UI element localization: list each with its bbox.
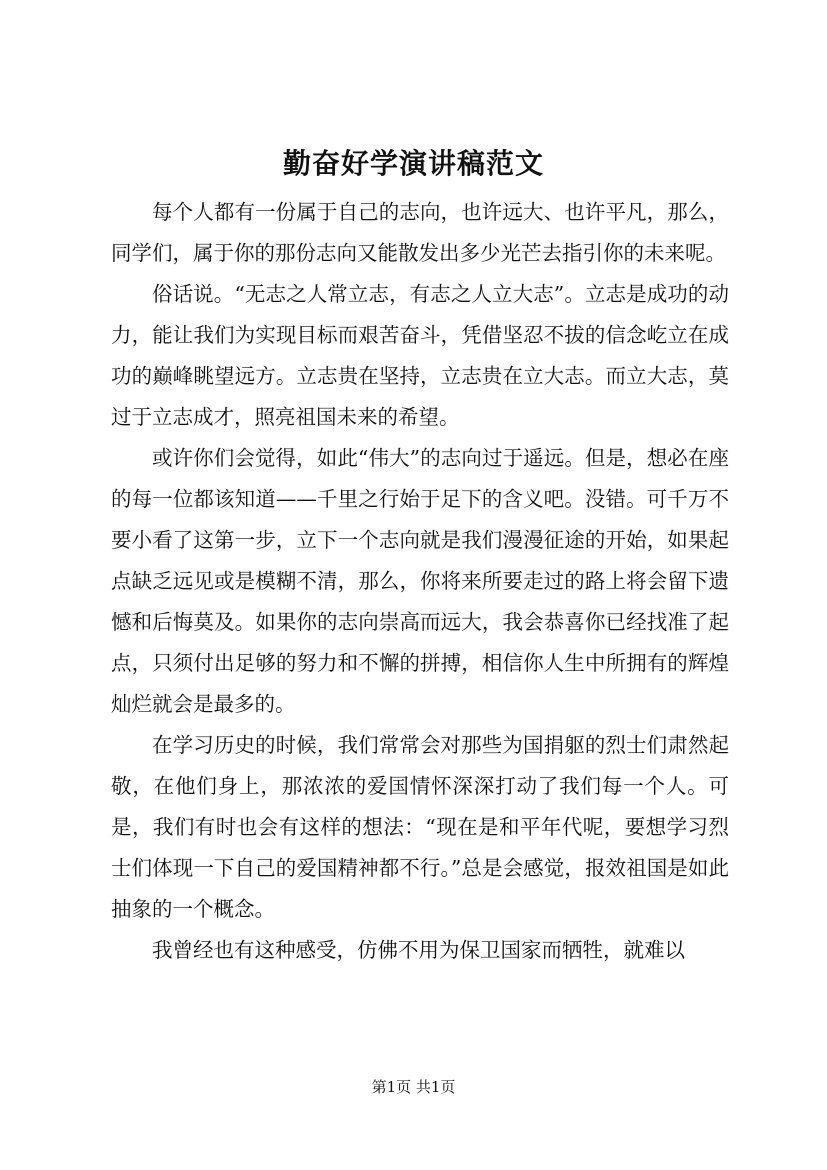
- paragraph-5: 我曾经也有这种感受，仿佛不用为保卫国家而牺牲，就难以: [152, 938, 685, 962]
- paragraph-4: 在学习历史的时候，我们常常会对那些为国捐躯的烈士们肃然起敬，在他们身上，那浓浓的爱国情怀深深打动了我们每一个人。可是，我们有时也会有这样的想法：“现在是和平年代呢，要想学习烈士们体现一下自己的爱国精神都不行。”总是会感觉，报效祖国是如此抽象的一个概念。: [111, 733, 729, 921]
- document-body: [111, 192, 729, 971]
- paragraph-3: 或许你们会觉得，如此“伟大”的志向过于遥远。但是，想必在座的每一位都该知道——千里之行始于足下的含义吧。没错。可千万不要小看了这第一步，立下一个志向就是我们漫漫征途的开始，如果起点缺乏远见或是模糊不清，那么，你将来所要走过的路上将会留下遗憾和后悔莫及。如果你的志向崇高而远大，我会恭喜你已经找准了起点，只须付出足够的努力和不懈的拼搏，相信你人生中所拥有的辉煌灿烂就会是最多的。: [111, 446, 729, 716]
- document-title: 勤奋好学演讲稿范文: [282, 147, 544, 180]
- page-footer: 第1页 共1页: [371, 1078, 456, 1096]
- paragraph-1: 每个人都有一份属于自己的志向，也许远大、也许平凡，那么，同学们，属于你的那份志向又能散发出多少光芒去指引你的未来呢。: [111, 200, 729, 265]
- paragraph-2: 俗话说。“无志之人常立志，有志之人立大志”。立志是成功的动力，能让我们为实现目标而艰苦奋斗，凭借坚忍不拔的信念屹立在成功的巅峰眺望远方。立志贵在坚持，立志贵在立大志。而立大志，莫过于立志成才，照亮祖国未来的希望。: [111, 282, 729, 429]
